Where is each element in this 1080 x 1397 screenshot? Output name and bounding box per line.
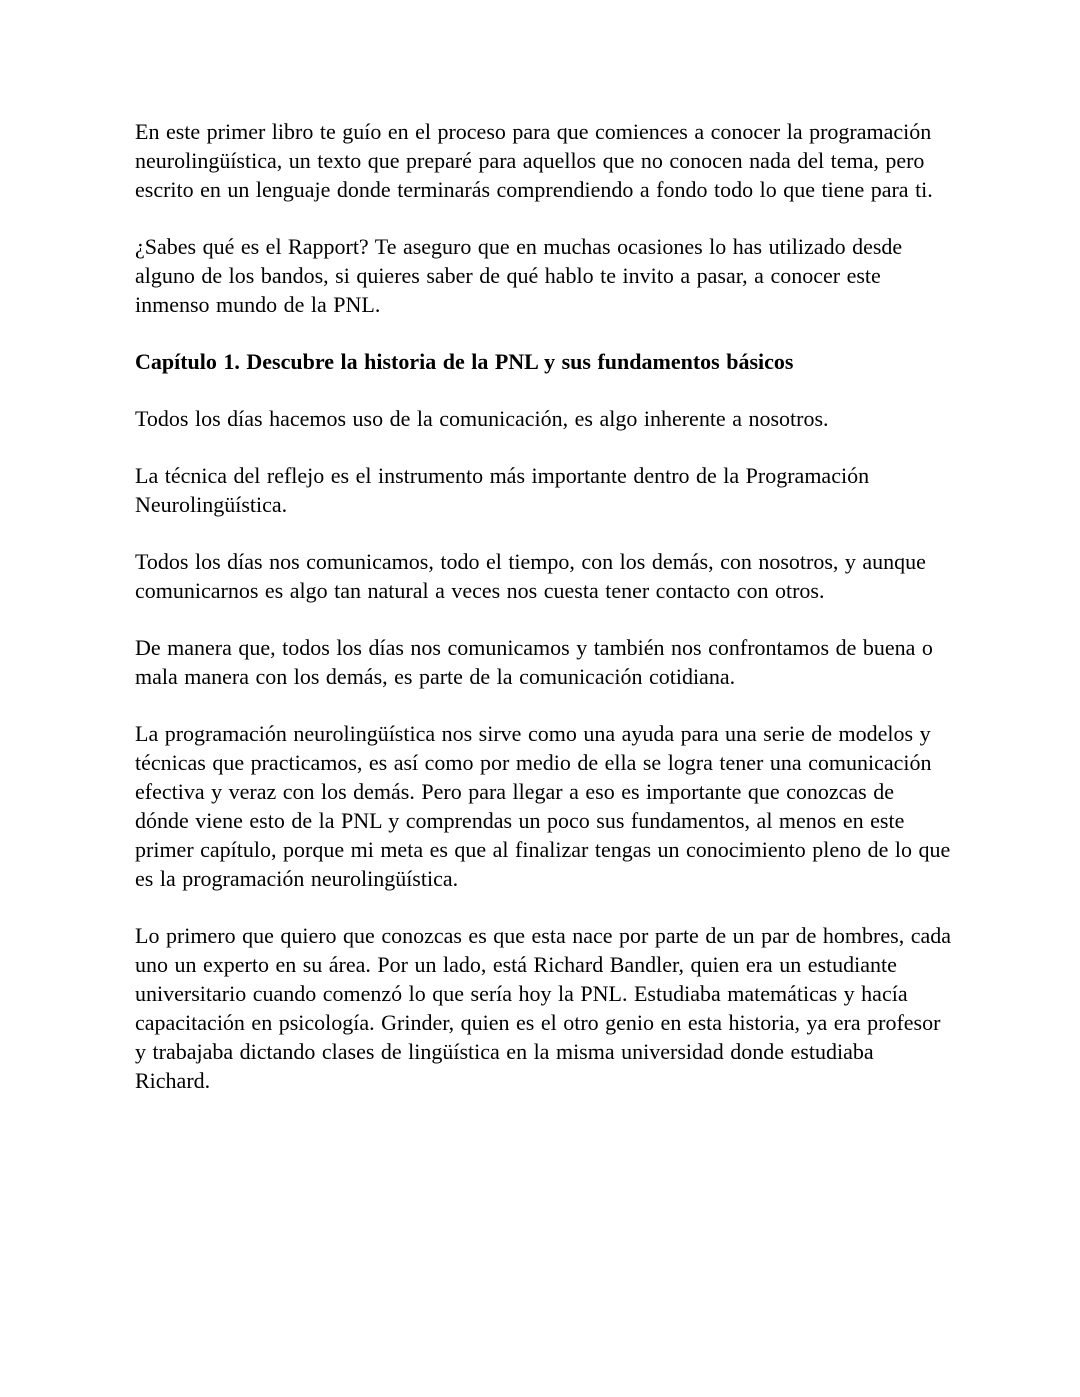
chapter-heading: Capítulo 1. Descubre la historia de la PNL y sus fundamentos básicos <box>135 349 794 374</box>
paragraph-pnl-purpose: La programación neurolingüística nos sirve como una ayuda para una serie de modelos y técnicas que practicamos, es así como por medio de ella se logra tener una comunicación efectiva y veraz con los demás. Pero para llegar a eso es importante que conozcas de dónde viene esto de la PNL y comprendas un poco sus fundamentos, al menos en este primer capítulo, porque mi meta es que al finalizar tengas un conocimiento pleno de lo que es la programación neurolingüística. <box>135 721 951 891</box>
paragraph-communication-daily: Todos los días hacemos uso de la comunicación, es algo inherente a nosotros. <box>135 406 829 431</box>
paragraph-bandler-grinder: Lo primero que quiero que conozcas es que esta nace por parte de un par de hombres, cada uno un experto en su área. Por un lado, está Richard Bandler, quien era un estudiante universitario cuando comenzó lo que sería hoy la PNL. Estudiaba matemáticas y hacía capacitación en psicología. Grinder, quien es el otro genio en esta historia, ya era profesor y trabajaba dictando clases de lingüística en la misma universidad donde estudiaba Richard. <box>135 923 951 1093</box>
paragraph-intro-book: En este primer libro te guío en el proceso para que comiences a conocer la programación neurolingüística, un texto que preparé para aquellos que no conocen nada del tema, pero escrito en un lenguaje donde terminarás comprendiendo a fondo todo lo que tiene para ti. <box>135 119 933 202</box>
paragraph-reflex-technique: La técnica del reflejo es el instrumento más importante dentro de la Programación Neurolingüística. <box>135 463 870 517</box>
paragraph-confrontation: De manera que, todos los días nos comunicamos y también nos confrontamos de buena o mala manera con los demás, es parte de la comunicación cotidiana. <box>135 635 933 689</box>
paragraph-rapport-question: ¿Sabes qué es el Rapport? Te aseguro que en muchas ocasiones lo has utilizado desde alguno de los bandos, si quieres saber de qué hablo te invito a pasar, a conocer este inmenso mundo de la PNL. <box>135 234 903 317</box>
paragraph-communicate-all-time: Todos los días nos comunicamos, todo el tiempo, con los demás, con nosotros, y aunque comunicarnos es algo tan natural a veces nos cuesta tener contacto con otros. <box>135 549 926 603</box>
